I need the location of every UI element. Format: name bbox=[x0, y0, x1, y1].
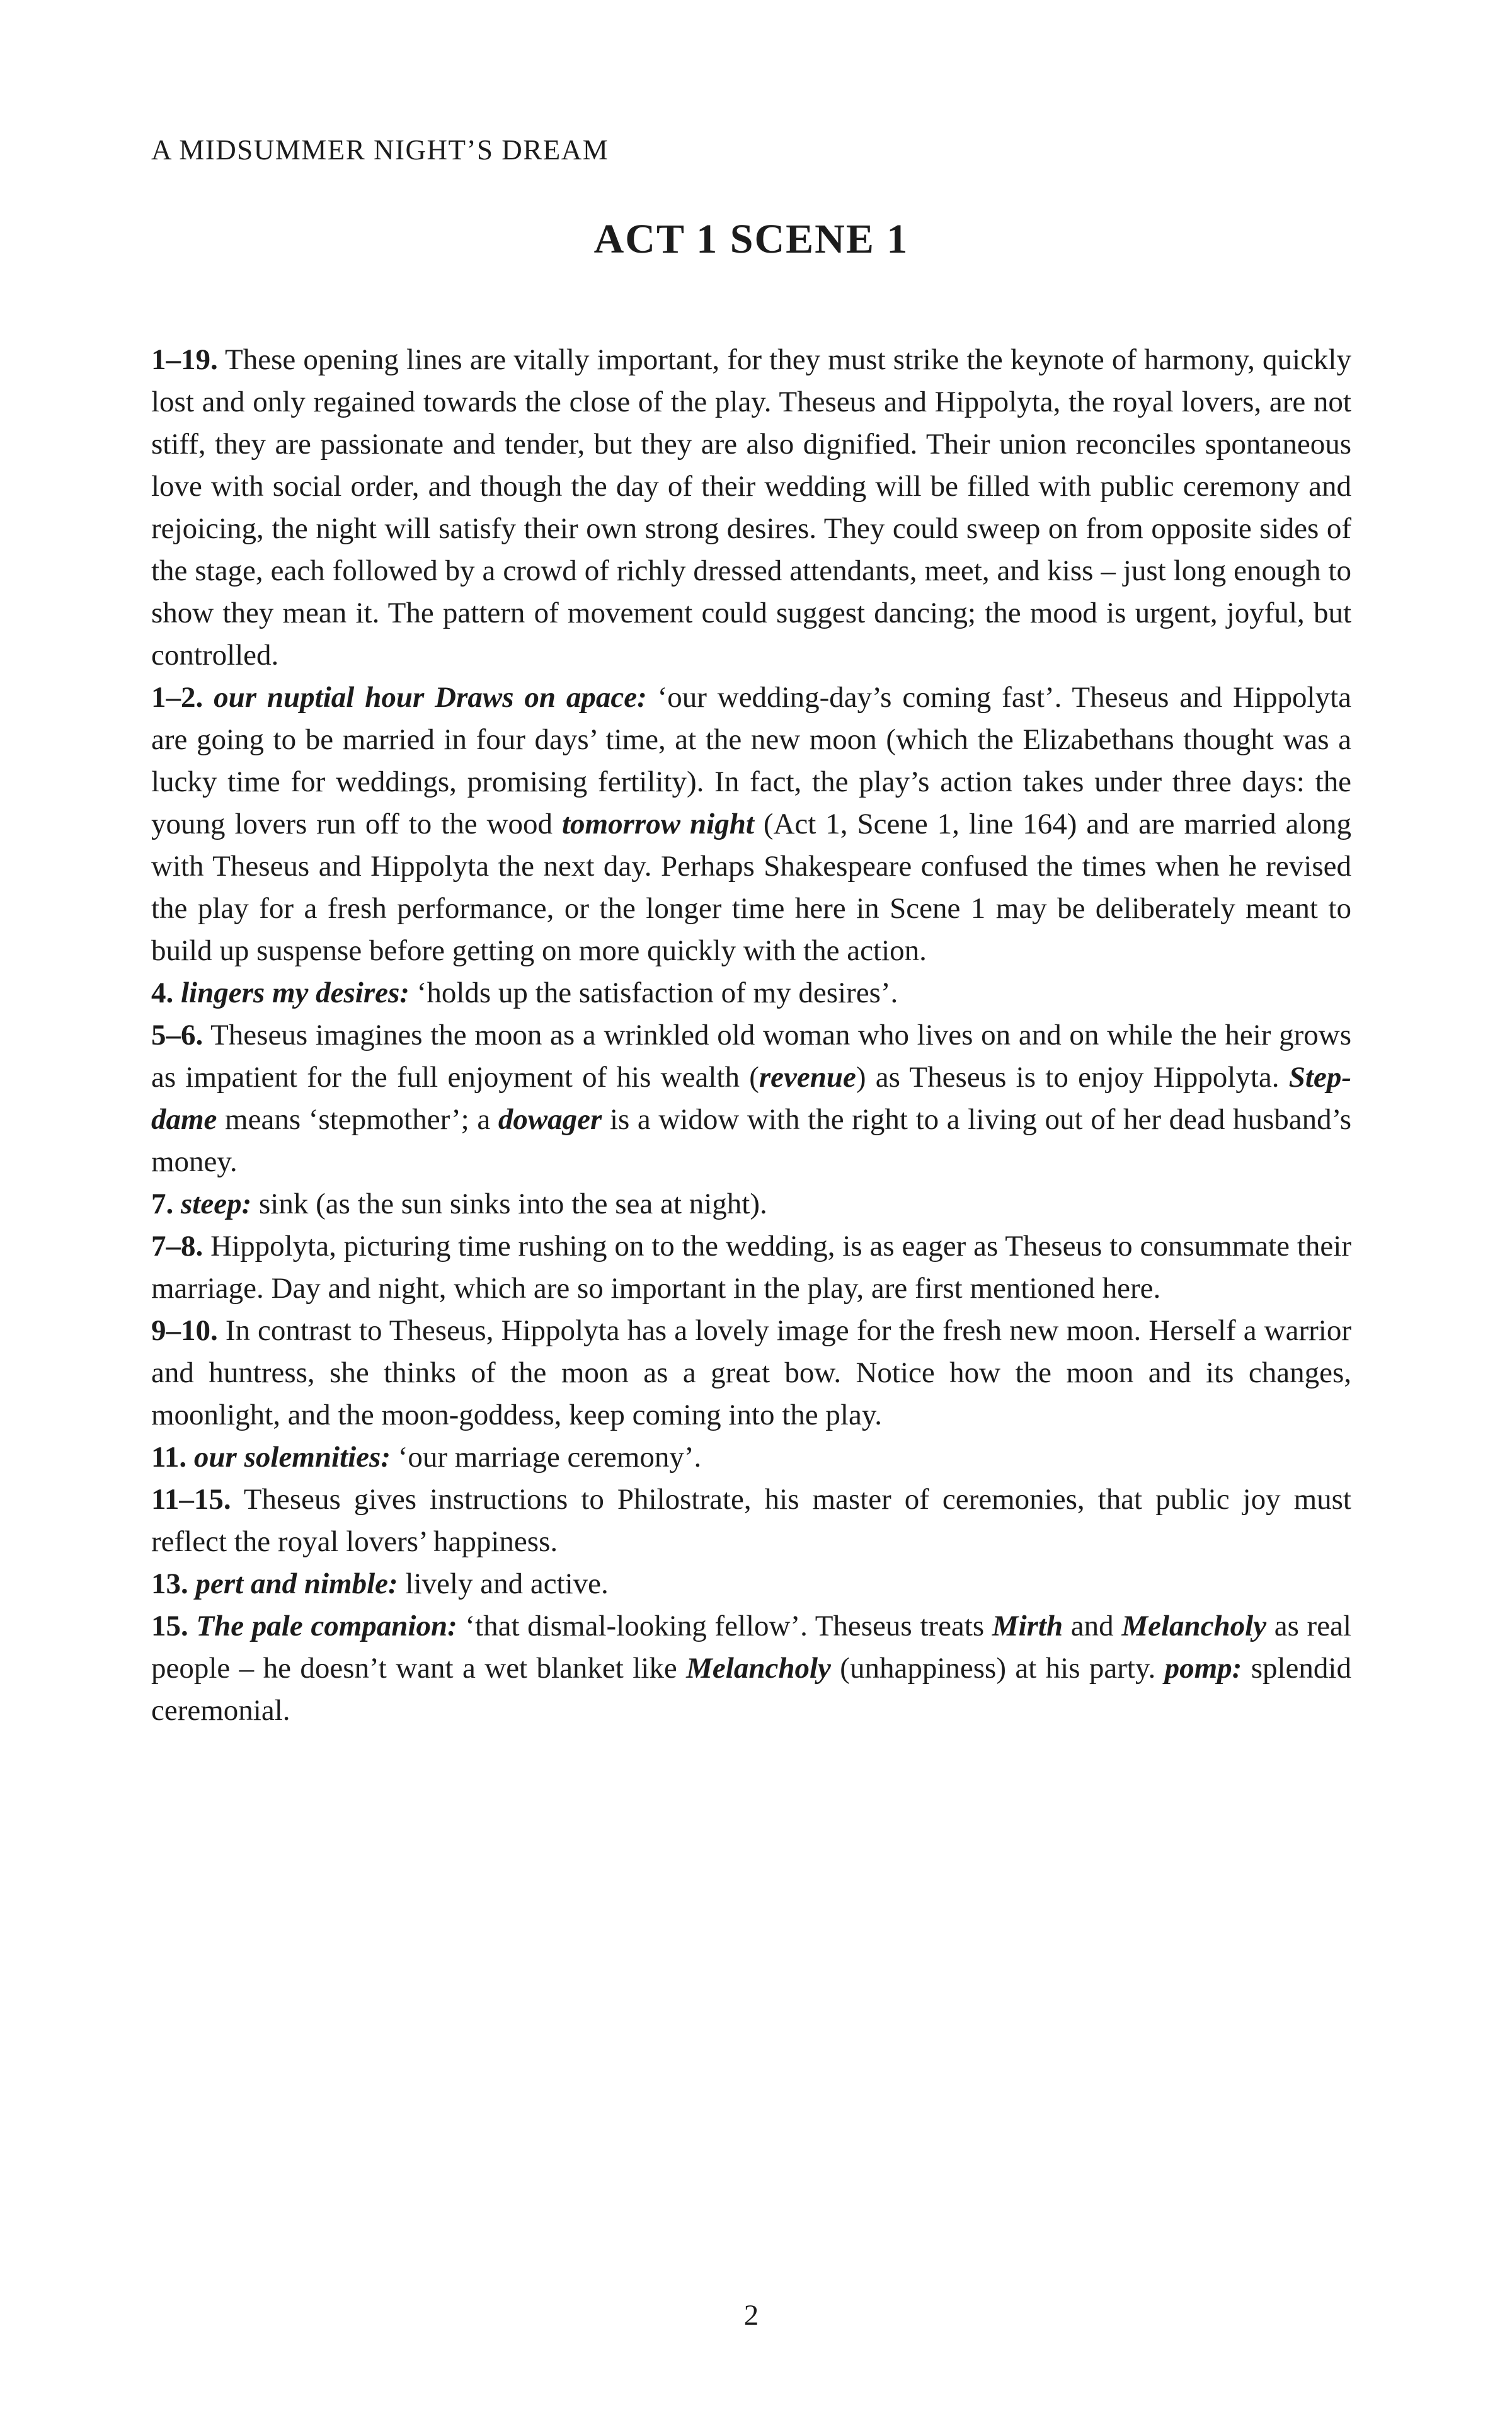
line-reference: 5–6. bbox=[151, 1019, 203, 1051]
quoted-term: Melancholy bbox=[686, 1652, 831, 1685]
quoted-term: The pale companion: bbox=[188, 1610, 457, 1642]
quoted-term: dowager bbox=[498, 1103, 602, 1136]
line-reference: 1–19. bbox=[151, 343, 218, 376]
note-text: Theseus gives instructions to Philostrate, his master of ceremonies, that public joy must reflect the royal lovers’ happiness. bbox=[151, 1483, 1351, 1558]
line-reference: 9–10. bbox=[151, 1314, 218, 1347]
line-reference: 1–2. bbox=[151, 681, 203, 714]
note-text: ‘our marriage ceremony’. bbox=[391, 1441, 702, 1474]
note-paragraph bbox=[151, 972, 1351, 1014]
note-text: ‘holds up the satisfaction of my desires’. bbox=[409, 977, 898, 1009]
quoted-term: steep: bbox=[173, 1188, 252, 1220]
note-text: lively and active. bbox=[398, 1567, 609, 1600]
line-reference: 7. bbox=[151, 1188, 174, 1220]
quoted-term: pert and nimble: bbox=[188, 1567, 398, 1600]
note-paragraph bbox=[151, 1310, 1351, 1436]
page-content bbox=[151, 0, 1351, 1732]
note-text: In contrast to Theseus, Hippolyta has a lovely image for the fresh new moon. Herself a warrior and huntress, she thinks of the moon as a great bow. Notice how the moon and its changes, moonlight, and the moon-goddess, keep coming into the play. bbox=[151, 1314, 1351, 1431]
note-text: splendid ceremonial. bbox=[151, 1652, 1351, 1727]
quoted-term: Step-dame bbox=[151, 1061, 1351, 1136]
quoted-term: our solemnities: bbox=[186, 1441, 391, 1474]
note-paragraph bbox=[151, 1605, 1351, 1732]
note-paragraph bbox=[151, 339, 1351, 677]
quoted-term: Melancholy bbox=[1121, 1610, 1267, 1642]
line-reference: 7–8. bbox=[151, 1230, 203, 1263]
quoted-term: pomp: bbox=[1164, 1652, 1242, 1685]
note-paragraph bbox=[151, 677, 1351, 972]
note-paragraph bbox=[151, 1225, 1351, 1310]
note-paragraph bbox=[151, 1436, 1351, 1479]
note-text: and bbox=[1063, 1610, 1122, 1642]
line-reference: 11–15. bbox=[151, 1483, 231, 1516]
quoted-term: our nuptial hour Draws on apace: bbox=[203, 681, 647, 714]
quoted-term: revenue bbox=[759, 1061, 856, 1094]
note-text: These opening lines are vitally important, for they must strike the keynote of harmony, quickly lost and only regained towards the close of the play. Theseus and Hippolyta, the royal lovers, are not stiff, they are passionate and tender, but they are also dignified. Their union reconciles spontaneous love with social order, and though the day of their wedding will be filled with public ceremony and rejoicing, the night will satisfy their own strong desires. They could sweep on from opposite sides of the stage, each followed by a crowd of richly dressed attendants, meet, and kiss – just long enough to show they mean it. The pattern of movement could suggest dancing; the mood is urgent, joyful, but controlled. bbox=[151, 343, 1351, 672]
note-text: ‘our wedding-day’s coming fast’. Theseus and Hippolyta are going to be married in four days’ time, at the new moon (which the Elizabethans thought was a lucky time for weddings, promising fertility). In fact, the play’s action takes under three days: the young lovers run off to the wood bbox=[151, 681, 1351, 840]
note-text: sink (as the sun sinks into the sea at night). bbox=[251, 1188, 767, 1220]
note-text: Hippolyta, picturing time rushing on to the wedding, is as eager as Theseus to consummate their marriage. Day and night, which are so important in the play, are first mentioned here. bbox=[151, 1230, 1351, 1305]
page-number: 2 bbox=[743, 2299, 759, 2332]
line-reference: 13. bbox=[151, 1567, 188, 1600]
note-text: as real people – he doesn’t want a wet blanket like bbox=[151, 1610, 1351, 1685]
note-paragraph bbox=[151, 1014, 1351, 1183]
quoted-term: tomorrow night bbox=[562, 808, 754, 840]
notes-list bbox=[151, 339, 1351, 1732]
note-paragraph bbox=[151, 1563, 1351, 1605]
note-text: Theseus imagines the moon as a wrinkled old woman who lives on and on while the heir grows as impatient for the full enjoyment of his wealth ( bbox=[151, 1019, 1351, 1094]
note-text: means ‘stepmother’; a bbox=[217, 1103, 498, 1136]
note-paragraph bbox=[151, 1183, 1351, 1225]
note-text: (unhappiness) at his party. bbox=[830, 1652, 1165, 1685]
line-reference: 15. bbox=[151, 1610, 188, 1642]
note-text: ) as Theseus is to enjoy Hippolyta. bbox=[856, 1061, 1289, 1094]
line-reference: 11. bbox=[151, 1441, 187, 1474]
quoted-term: lingers my desires: bbox=[173, 977, 410, 1009]
note-paragraph bbox=[151, 1479, 1351, 1563]
note-text: is a widow with the right to a living out of her dead husband’s money. bbox=[151, 1103, 1352, 1178]
quoted-term: Mirth bbox=[992, 1610, 1063, 1642]
running-head: A MIDSUMMER NIGHT’S DREAM bbox=[151, 134, 609, 166]
note-text: (Act 1, Scene 1, line 164) and are married along with Theseus and Hippolyta the next day. Perhaps Shakespeare confused the times when he revised the play for a fresh performance, or the longer time here in Scene 1 may be deliberately meant to build up suspense before getting on more quickly with the action. bbox=[151, 808, 1351, 967]
scene-title: ACT 1 SCENE 1 bbox=[593, 216, 909, 262]
line-reference: 4. bbox=[151, 977, 174, 1009]
note-text: ‘that dismal-looking fellow’. Theseus treats bbox=[457, 1610, 992, 1642]
